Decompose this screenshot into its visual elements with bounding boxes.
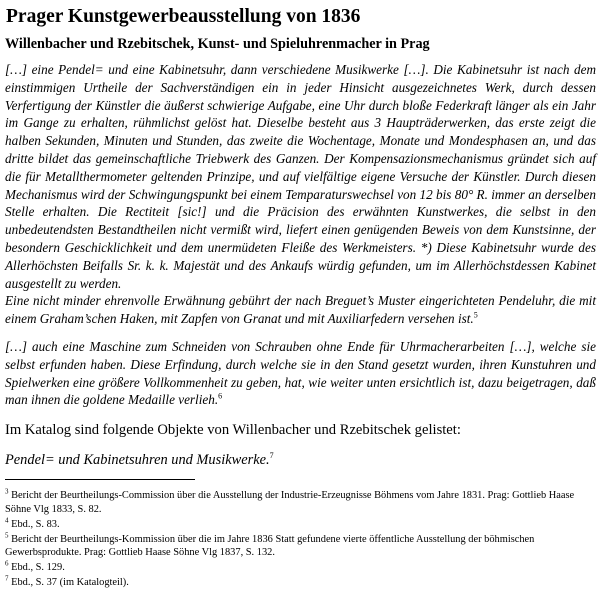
footnote-text: Bericht der Beurtheilungs-Commission über die Ausstellung der Industrie-Erzeugnisse Böhmens vom Jahre 1831. Prag: Gottlieb Haase Söhne Vlg 1833, S. 82. <box>5 490 575 515</box>
footnote <box>5 489 596 517</box>
section-heading: Willenbacher und Rzebitschek, Kunst- und Spieluhrenmacher in Prag <box>5 36 430 52</box>
paragraph-text: […] eine Pendel= und eine Kabinetsuhr, dann verschiedene Musikwerke […]. Die Kabinetsuhr ist nach dem einstimmigen Urtheile der Sachverständigen ein in jeder Hinsicht ausgezeichnetes Werk, durch dessen Verfertigung der Künstler die äußerst schwierige Aufgabe, eine Uhr durch bloße Federkraft länger als ein Jahr im Gange zu erhalten, rühmlichst gelöst hat. Dieselbe besteht aus 3 Haupträderwerken, das erste zeigt die halben Sekunden, Minuten und Stunden, das zweite die Wochentage, Monate und Mondesphasen an, und das dritte bildet das gemeinschaftliche Triebwerk des Ganzen. Der Kompensazionsmechanismus gründet sich auf die für Metallthermometer geltenden Prinzipe, und auf vielfältige eigene Versuche der Künstler. Durch diesen Mechanismus wird der Schwingungspunkt bei einem Temparaturswechsel von 12 bis 80° R. immer an derselben Stelle erhalten. Die Rectiteit [sic!] und die Präcision des erwähnten Kunstwerkes, die selbst in den unbedeutendsten Bestandtheilen nicht vermißt wird, liefert einen genügenden Beweis von dem Kunstsinne, der besondern Geschicklichkeit und dem unermüdeten Fleiße des Werkmeisters. *) Diese Kabinetsuhr wurde des Allerhöchsten Beifalls Sr. k. k. Majestät und des Ankaufs würdig gefunden, um im Allerhöchstdessen Kabinet ausgestellt zu werden. <box>5 62 596 291</box>
footnote-number: 3 <box>5 487 9 496</box>
paragraph-text: Pendel= und Kabinetsuhren und Musikwerke. <box>5 452 270 469</box>
paragraph-catalog-items <box>5 451 596 469</box>
footnote <box>5 576 596 590</box>
page-title: Prager Kunstgewerbeausstellung von 1836 <box>6 6 361 27</box>
footnote-number: 5 <box>5 531 9 540</box>
paragraph-text: […] auch eine Maschine zum Schneiden von Schrauben ohne Ende für Uhrmacherarbeiten […], welche sie selbst erfunden haben. Diese Erfindung, durch welche sie in den Stand gesetzt wurden, ihren Kunstuhren und Spielwerken eine größere Vollkommenheit zu geben, hat, wie weiter unten ersichtlich ist, dazu beigetragen, daß man ihnen die goldene Medaille verlieh. <box>5 338 596 408</box>
footnote-divider <box>5 479 195 480</box>
footnote <box>5 533 596 561</box>
footnote-text: Ebd., S. 129. <box>11 562 65 574</box>
footnote-ref[interactable]: 6 <box>218 391 223 401</box>
footnote-number: 6 <box>5 559 9 568</box>
footnote-text: Ebd., S. 37 (im Katalogteil). <box>11 576 129 588</box>
paragraph-catalog-intro: Im Katalog sind folgende Objekte von Willenbacher und Rzebitschek gelistet: <box>5 422 461 439</box>
paragraph-screw-machine <box>5 338 596 409</box>
footnote-ref[interactable]: 7 <box>269 451 274 461</box>
footnote-number: 7 <box>5 574 9 583</box>
footnote-number: 4 <box>5 516 9 525</box>
footnote-text: Ebd., S. 83. <box>11 518 60 530</box>
footnote <box>5 518 596 532</box>
footnote-ref[interactable]: 5 <box>473 310 478 320</box>
footnote-text: Bericht der Beurtheilungs-Kommission über die im Jahre 1836 Statt gefundene vierte öffentliche Ausstellung der böhmischen Gewerbsprodukte. Prag: Gottlieb Haase Söhne Vlg 1837, S. 132. <box>5 533 535 559</box>
footnote <box>5 561 596 575</box>
paragraph-cabinet-clock <box>5 61 596 328</box>
paragraph-text: Eine nicht minder ehrenvolle Erwähnung gebührt der nach Breguet’s Muster eingerichteten Pendeluhr, die mit einem Graham’schen Haken, mit Zapfen von Granat und mit Auxiliarfedern versehen ist. <box>5 293 596 327</box>
